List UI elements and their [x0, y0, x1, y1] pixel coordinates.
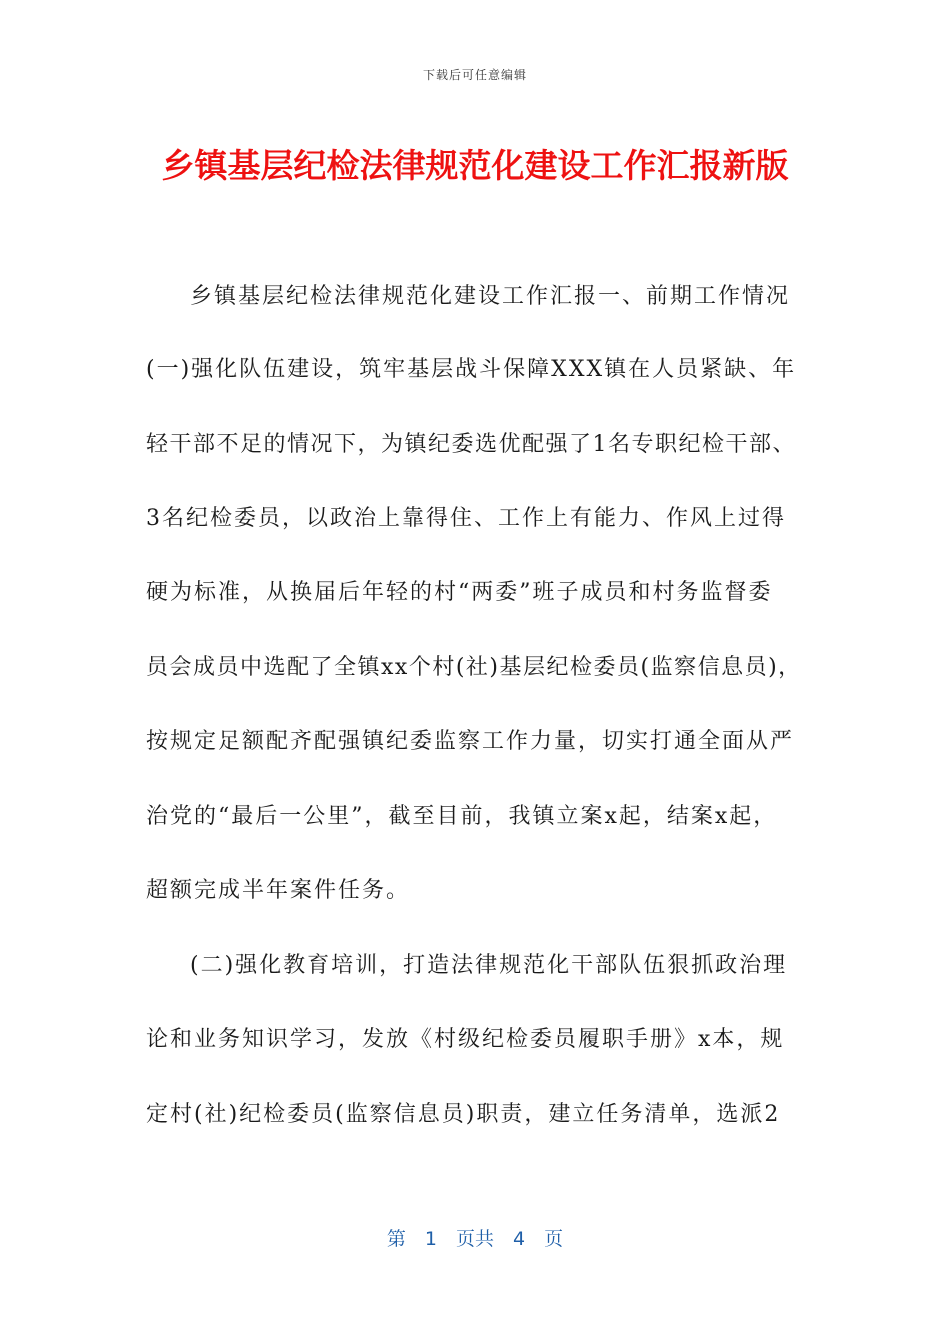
body-line: 定村(社)纪检委员(监察信息员)职责，建立任务清单，选派2	[146, 1102, 781, 1127]
body-line: (一)强化队伍建设，筑牢基层战斗保障XXX镇在人员紧缺、年	[146, 357, 797, 382]
body-line: 治党的“最后一公里”，截至目前，我镇立案x起，结案x起，	[146, 804, 778, 829]
body-line: 轻干部不足的情况下，为镇纪委选优配强了1名专职纪检干部、	[146, 432, 796, 457]
body-line: 乡镇基层纪检法律规范化建设工作汇报一、前期工作情况	[190, 284, 791, 309]
body-line: 超额完成半年案件任务。	[146, 878, 411, 903]
body-line: 3名纪检委员，以政治上靠得住、工作上有能力、作风上过得	[146, 506, 786, 531]
document-title: 乡镇基层纪检法律规范化建设工作汇报新版	[161, 146, 789, 185]
body-line: 员会成员中选配了全镇xx个村(社)基层纪检委员(监察信息员)，	[146, 655, 802, 680]
body-line: 硬为标准，从换届后年轻的村“两委”班子成员和村务监督委	[146, 580, 773, 605]
page-footer: 第 1 页共 4 页	[386, 1228, 564, 1250]
body-line: (二)强化教育培训，打造法律规范化干部队伍狠抓政治理	[190, 953, 788, 978]
body-line: 论和业务知识学习，发放《村级纪检委员履职手册》x本，规	[146, 1027, 785, 1052]
header-note: 下载后可任意编辑	[422, 68, 527, 82]
body-line: 按规定足额配齐配强镇纪委监察工作力量，切实打通全面从严	[146, 729, 795, 754]
